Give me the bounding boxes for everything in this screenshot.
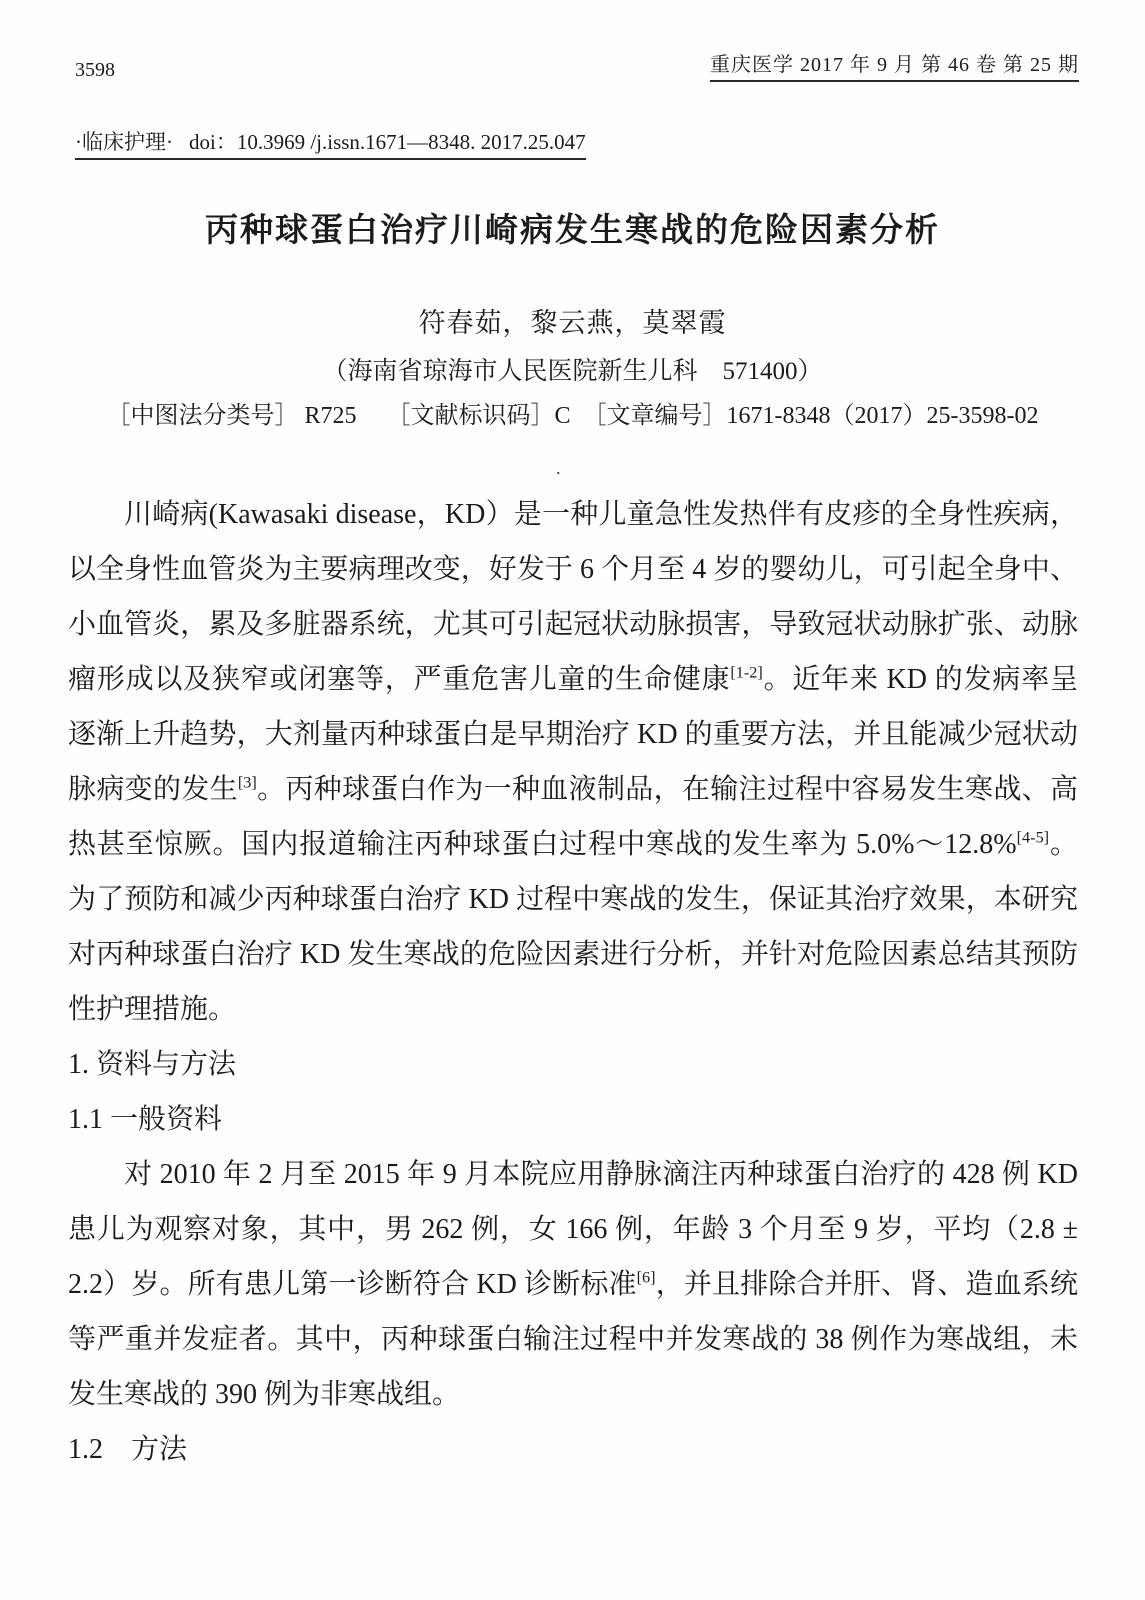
classification-meta: ［中图法分类号］ R725 ［文献标识码］C ［文章编号］1671-8348（2017）25-3598-02 bbox=[106, 403, 1039, 429]
citation-ref-3: [3] bbox=[237, 773, 257, 792]
doi-line bbox=[75, 126, 586, 156]
materials-segment: 对 2010 年 2 月至 2015 年 9 月本院应用静脉滴注丙种球蛋白治疗的 428 例 KD 患儿为观察对象，其中，男 262 例，女 166 例，年龄 3 个月至 9 岁，平均（2.8 ± 2.2）岁。所有患儿第一诊断符合 KD 诊断标准 bbox=[68, 1159, 1078, 1300]
article-title: 丙种球蛋白治疗川崎病发生寒战的危险因素分析 bbox=[205, 213, 940, 249]
stray-period-mark: . bbox=[556, 458, 561, 478]
citation-ref-6: [6] bbox=[636, 1268, 656, 1287]
intro-segment: 。近年来 KD 的发病率呈逐渐上升趋势，大剂量丙种球蛋白是早期治疗 KD 的重要方法，并且能减少冠状动脉病变的发生 bbox=[68, 664, 1078, 805]
page-number: 3598 bbox=[75, 59, 115, 81]
doi-underline bbox=[75, 130, 586, 160]
materials-paragraph bbox=[68, 1147, 1078, 1422]
materials-segment: ，并且排除合并肝、肾、造血系统等严重并发症者。其中，丙种球蛋白输注过程中并发寒战的 38 例作为寒战组，未发生寒战的 390 例为非寒战组。 bbox=[68, 1269, 1078, 1410]
article-body bbox=[68, 487, 1078, 1477]
intro-paragraph bbox=[68, 487, 1078, 1037]
column-label: ·临床护理· bbox=[75, 130, 173, 154]
authors: 符春茹，黎云燕，莫翠霞 bbox=[418, 308, 727, 338]
intro-segment: 。丙种球蛋白作为一种血液制品，在输注过程中容易发生寒战、高热甚至惊厥。国内报道输注丙种球蛋白过程中寒战的发生率为 5.0%～12.8% bbox=[68, 774, 1078, 860]
citation-ref-4-5: [4-5] bbox=[1016, 828, 1050, 847]
intro-segment: 。为了预防和减少丙种球蛋白治疗 KD 过程中寒战的发生，保证其治疗效果，本研究对丙种球蛋白治疗 KD 发生寒战的危险因素进行分析，并针对危险因素总结其预防性护理措施。 bbox=[68, 829, 1078, 1025]
citation-ref-1-2: [1-2] bbox=[730, 663, 763, 682]
running-head bbox=[75, 48, 1079, 82]
intro-segment: 川崎病(Kawasaki disease，KD）是一种儿童急性发热伴有皮疹的全身性疾病，以全身性血管炎为主要病理改变，好发于 6 个月至 4 岁的婴幼儿，可引起全身中、小血管炎，累及多脏器系统，尤其可引起冠状动脉损害，导致冠状动脉扩张、动脉瘤形成以及狭窄或闭塞等，严重危害儿童的生命健康 bbox=[68, 499, 1078, 695]
section-1-2-heading: 1.2 方法 bbox=[68, 1434, 188, 1465]
section-1-1-heading: 1.1 一般资料 bbox=[68, 1104, 223, 1135]
journal-header: 重庆医学 2017 年 9 月 第 46 卷 第 25 期 bbox=[710, 48, 1079, 82]
doi-text: doi：10.3969 /j.issn.1671—8348. 2017.25.047 bbox=[189, 130, 586, 154]
affiliation: （海南省琼海市人民医院新生儿科 571400） bbox=[322, 358, 823, 385]
section-1-heading: 1. 资料与方法 bbox=[68, 1049, 237, 1080]
